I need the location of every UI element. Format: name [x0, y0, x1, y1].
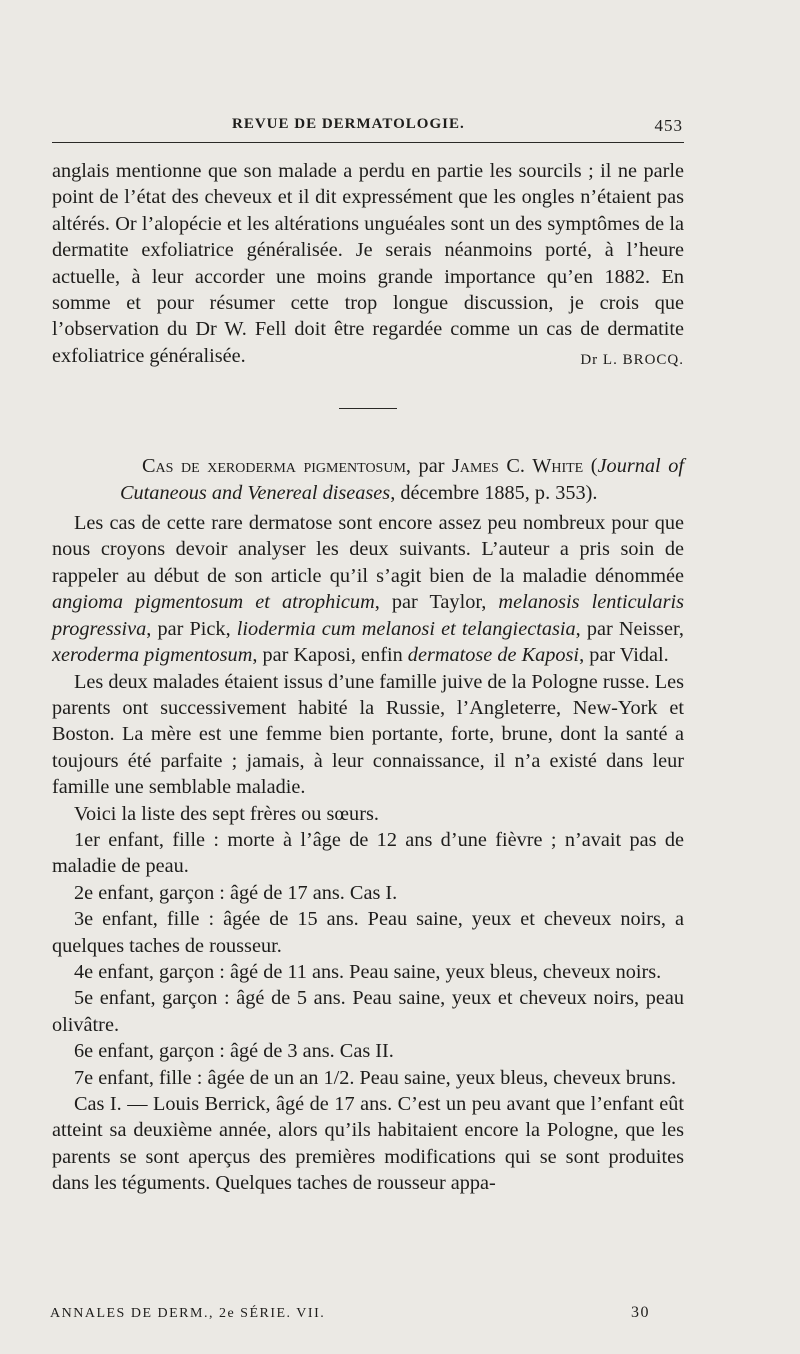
p1-term-5: dermatose de Kaposi	[407, 644, 580, 667]
p1-text-a: Les cas de cette rare dermatose sont encore assez peu nombreux pour que nous croyons devoir analyser les deux suivants. L’auteur a pris soin de rappeler au début de son article qu’il s’agit bien de la maladie dénommée	[52, 512, 684, 587]
p1-text-f: , par Vidal.	[579, 644, 669, 667]
intro-text: anglais mentionne que son malade a perdu en partie les sourcils ; il ne parle point de l’état des cheveux et il dit expressément que les ongles n’étaient pas altérés. Or l’alopécie et les altérations unguéales sont un des symptômes de la dermatite exfoliatrice généralisée. Je serais néanmoins porté, à l’heure actuelle, à leur accorder une moins grande importance qu’en 1882. En somme et pour résumer cette trop longue discussion, je crois que l’observation du Dr W. Fell doit être regardée comme un cas de dermatite exfoliatrice généralisée.	[52, 160, 684, 367]
list-item-child-1: 1er enfant, fille : morte à l’âge de 12 ans d’une fièvre ; n’avait pas de maladie de peau.	[52, 828, 684, 878]
paragraph-synonyms	[52, 510, 684, 668]
list-item-child-6: 6e enfant, garçon : âgé de 3 ans. Cas II.	[74, 1040, 394, 1063]
article-title: Cas de xeroderma pigmentosum,	[142, 455, 411, 478]
page-number: 453	[654, 116, 683, 135]
page-footer	[50, 1304, 650, 1328]
list-item-child-5: 5e enfant, garçon : âgé de 5 ans. Peau saine, yeux et cheveux noirs, peau olivâtre.	[52, 987, 684, 1036]
p1-term-1: angioma pigmentosum et atrophicum	[52, 591, 375, 614]
list-item-child-4: 4e enfant, garçon : âgé de 11 ans. Peau saine, yeux bleus, cheveux noirs.	[74, 960, 662, 983]
article-journal: Journal of Cutaneous and Venereal diseases	[120, 455, 684, 504]
list-item-child-7: 7e enfant, fille : âgée de un an 1/2. Peau saine, yeux bleus, cheveux bruns.	[74, 1066, 677, 1089]
section-divider	[339, 408, 397, 409]
list-item-child-2: 2e enfant, garçon : âgé de 17 ans. Cas I.	[74, 881, 398, 904]
header-rule	[52, 142, 684, 143]
running-header	[52, 110, 683, 136]
heading-tail: , décembre 1885, p. 353).	[390, 481, 598, 504]
p1-text-e: , par Kaposi, enfin	[252, 644, 408, 667]
paragraph-case-1: Cas I. — Louis Berrick, âgé de 17 ans. C’est un peu avant que l’enfant eût atteint sa deuxième année, alors qu’ils habitaient encore la Pologne, que les parents se sont aperçus des premières modifications qui se sont produites dans les téguments. Quelques taches de rousseur appa-	[52, 1093, 684, 1195]
article-heading	[52, 453, 684, 506]
list-item-child-3: 3e enfant, fille : âgée de 15 ans. Peau saine, yeux et cheveux noirs, a quelques taches de rousseur.	[52, 908, 684, 957]
intro-paragraph	[52, 158, 684, 369]
paragraph-family: Les deux malades étaient issus d’une famille juive de la Pologne russe. Les parents ont successivement habité la Russie, l’Angleterre, New-York et Boston. La mère est une femme bien portante, forte, brune, dont la santé a toujours été parfaite ; jamais, à leur connaissance, il n’a existé dans leur famille une semblable maladie.	[52, 670, 684, 799]
p1-text-b: , par Taylor,	[374, 591, 499, 614]
p1-term-4: xeroderma pigmentosum	[52, 644, 253, 667]
signature-number: 30	[631, 1304, 650, 1321]
p1-term-2: melanosis lenticularis progressiva	[52, 591, 684, 640]
journal-title: REVUE DE DERMATOLOGIE.	[232, 116, 465, 132]
p1-text-d: , par Neisser,	[575, 617, 684, 640]
p1-term-3: liodermia cum melanosi et telangiectasia	[236, 617, 576, 640]
signature: Dr L. BROCQ.	[580, 351, 684, 368]
article-author: James C. White	[452, 455, 584, 478]
footer-signature: ANNALES DE DERM., 2e SÉRIE. VII.	[50, 1306, 326, 1321]
body-text	[52, 158, 684, 1197]
heading-by: par	[410, 455, 453, 478]
p1-text-c: , par Pick,	[146, 617, 237, 640]
paragraph-list-intro: Voici la liste des sept frères ou sœurs.	[74, 802, 379, 825]
heading-open: (	[583, 455, 598, 478]
